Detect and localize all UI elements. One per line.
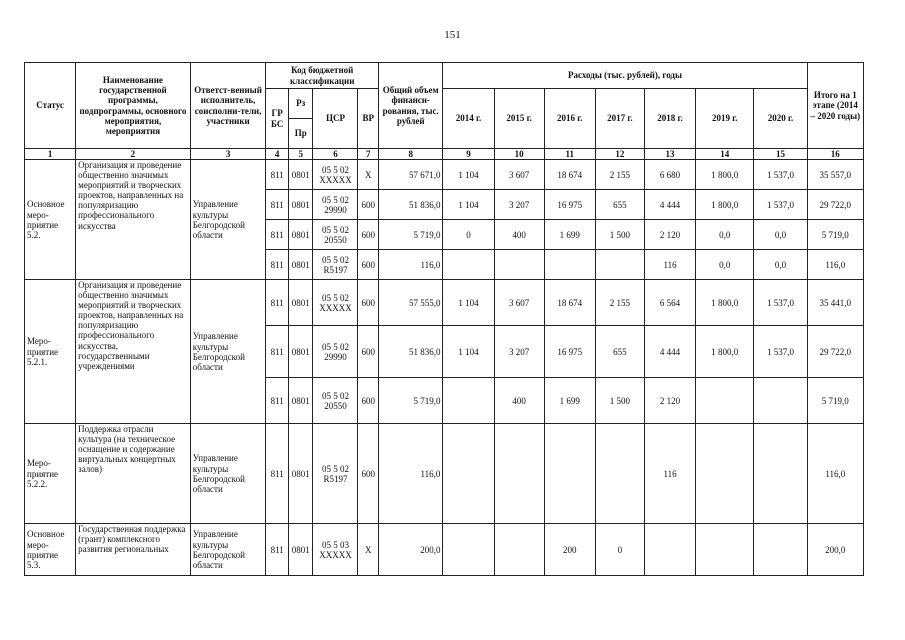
year-2015-cell: 3 607 [494,280,544,326]
grbs-cell: 811 [266,524,289,576]
csr-cell: 05 5 02 20550 [313,378,358,424]
column-number: 10 [494,149,544,160]
year-2016-cell: 18 674 [544,280,595,326]
csr-cell: 05 5 03 XXXXX [313,524,358,576]
year-2019-cell [696,524,754,576]
total-cell: 116,0 [378,250,442,280]
year-2016-cell: 1 699 [544,220,595,250]
table-row [25,160,864,190]
vr-cell: 600 [358,424,379,524]
status-cell: Меро-приятие 5.2.1. [25,280,76,424]
table-body [25,160,864,576]
stage-total-cell: 35 557,0 [807,160,863,190]
year-2015-cell [494,424,544,524]
program-name-cell: Организация и проведение общественно значимых мероприятий и творческих проектов, направленных на популяризацию профессионального искусства [76,160,191,280]
header-executor: Ответст-венный исполнитель, соисполни-тели, участники [190,63,266,149]
year-2014-cell [443,524,494,576]
year-2014-cell [443,424,494,524]
header-budget-code: Код бюджетной классификации [266,63,379,89]
total-cell: 5 719,0 [378,378,442,424]
program-name-cell: Поддержка отрасли культура (на техническое оснащение и содержание виртуальных концертных залов) [76,424,191,524]
year-2019-cell [696,378,754,424]
year-2020-cell [754,524,807,576]
total-cell: 51 836,0 [378,326,442,378]
column-number: 9 [443,149,494,160]
stage-total-cell: 5 719,0 [807,220,863,250]
year-2014-cell: 1 104 [443,160,494,190]
vr-cell: 600 [358,220,379,250]
header-year-2019: 2019 г. [696,89,754,149]
total-cell: 57 671,0 [378,160,442,190]
status-cell: Основное меро-приятие 5.2. [25,160,76,280]
rzpr-cell: 0801 [288,280,313,326]
year-2014-cell: 0 [443,220,494,250]
vr-cell: 600 [358,190,379,220]
year-2018-cell: 6 564 [644,280,695,326]
year-2018-cell [644,524,695,576]
grbs-cell: 811 [266,220,289,250]
vr-cell: X [358,524,379,576]
header-csr: ЦСР [313,89,358,149]
table-header [25,63,864,160]
total-cell: 51 836,0 [378,190,442,220]
total-cell: 200,0 [378,524,442,576]
grbs-cell: 811 [266,250,289,280]
grbs-cell: 811 [266,190,289,220]
stage-total-cell: 35 441,0 [807,280,863,326]
program-name-cell: Организация и проведение общественно значимых мероприятий и творческих проектов, направленных на популяризацию профессионального искусства, государственными учреждениями [76,280,191,424]
header-year-2015: 2015 г. [494,89,544,149]
column-number: 4 [266,149,289,160]
grbs-cell: 811 [266,280,289,326]
column-number: 11 [544,149,595,160]
executor-cell: Управление культуры Белгородской области [190,160,266,280]
column-number: 12 [595,149,644,160]
year-2019-cell: 1 800,0 [696,280,754,326]
vr-cell: 600 [358,280,379,326]
header-year-2020: 2020 г. [754,89,807,149]
rzpr-cell: 0801 [288,190,313,220]
header-total: Общий объем финанси-рования, тыс. рублей [378,63,442,149]
csr-cell: 05 5 02 XXXXX [313,160,358,190]
vr-cell: 600 [358,250,379,280]
year-2015-cell: 3 207 [494,190,544,220]
year-2015-cell [494,524,544,576]
header-year-2014: 2014 г. [443,89,494,149]
stage-total-cell: 116,0 [807,424,863,524]
year-2020-cell: 1 537,0 [754,326,807,378]
header-year-2017: 2017 г. [595,89,644,149]
year-2017-cell [595,250,644,280]
year-2018-cell: 4 444 [644,326,695,378]
year-2016-cell: 1 699 [544,378,595,424]
column-number: 16 [807,149,863,160]
budget-table [24,62,864,576]
csr-cell: 05 5 02 20550 [313,220,358,250]
year-2020-cell: 1 537,0 [754,190,807,220]
year-2016-cell [544,424,595,524]
year-2017-cell: 0 [595,524,644,576]
total-cell: 5 719,0 [378,220,442,250]
rzpr-cell: 0801 [288,326,313,378]
column-number: 3 [190,149,266,160]
column-number: 7 [358,149,379,160]
csr-cell: 05 5 02 29990 [313,326,358,378]
header-pr: Пр [288,119,313,149]
year-2018-cell: 2 120 [644,378,695,424]
rzpr-cell: 0801 [288,160,313,190]
csr-cell: 05 5 02 R5197 [313,424,358,524]
year-2020-cell: 0,0 [754,220,807,250]
year-2015-cell: 400 [494,378,544,424]
header-expenses: Расходы (тыс. рублей), годы [443,63,807,89]
year-2015-cell: 400 [494,220,544,250]
year-2020-cell: 1 537,0 [754,280,807,326]
year-2019-cell [696,424,754,524]
year-2020-cell [754,378,807,424]
year-2017-cell: 2 155 [595,160,644,190]
page-number: 151 [444,29,461,41]
header-rz: Рз [288,89,313,119]
table-row [25,424,864,524]
column-number: 2 [76,149,191,160]
table-row [25,280,864,326]
year-2016-cell: 18 674 [544,160,595,190]
rzpr-cell: 0801 [288,424,313,524]
year-2020-cell: 0,0 [754,250,807,280]
year-2014-cell: 1 104 [443,280,494,326]
year-2018-cell: 116 [644,424,695,524]
executor-cell: Управление культуры Белгородской области [190,280,266,424]
year-2019-cell: 1 800,0 [696,160,754,190]
column-number: 14 [696,149,754,160]
grbs-cell: 811 [266,326,289,378]
vr-cell: 600 [358,326,379,378]
column-number: 15 [754,149,807,160]
year-2018-cell: 2 120 [644,220,695,250]
column-number: 5 [288,149,313,160]
year-2014-cell: 1 104 [443,190,494,220]
header-year-2018: 2018 г. [644,89,695,149]
year-2015-cell [494,250,544,280]
total-cell: 116,0 [378,424,442,524]
table-row [25,524,864,576]
year-2019-cell: 0,0 [696,220,754,250]
rzpr-cell: 0801 [288,250,313,280]
total-cell: 57 555,0 [378,280,442,326]
year-2016-cell: 16 975 [544,190,595,220]
status-cell: Меро-приятие 5.2.2. [25,424,76,524]
grbs-cell: 811 [266,378,289,424]
year-2016-cell: 200 [544,524,595,576]
year-2017-cell [595,424,644,524]
year-2019-cell: 0,0 [696,250,754,280]
column-number: 13 [644,149,695,160]
year-2015-cell: 3 607 [494,160,544,190]
header-vr: ВР [358,89,379,149]
vr-cell: 600 [358,378,379,424]
year-2016-cell: 16 975 [544,326,595,378]
vr-cell: X [358,160,379,190]
column-number: 8 [378,149,442,160]
header-stage-total: Итого на 1 этапе (2014 – 2020 годы) [807,63,863,149]
year-2019-cell: 1 800,0 [696,326,754,378]
rzpr-cell: 0801 [288,524,313,576]
program-name-cell: Государственная поддержка (грант) комплексного развития региональных [76,524,191,576]
year-2018-cell: 116 [644,250,695,280]
year-2014-cell: 1 104 [443,326,494,378]
year-2020-cell [754,424,807,524]
year-2014-cell [443,378,494,424]
header-year-2016: 2016 г. [544,89,595,149]
year-2017-cell: 1 500 [595,220,644,250]
column-number: 6 [313,149,358,160]
year-2016-cell [544,250,595,280]
rzpr-cell: 0801 [288,378,313,424]
csr-cell: 05 5 02 29990 [313,190,358,220]
year-2017-cell: 655 [595,326,644,378]
year-2017-cell: 2 155 [595,280,644,326]
csr-cell: 05 5 02 XXXXX [313,280,358,326]
status-cell: Основное меро-приятие 5.3. [25,524,76,576]
column-number-row [25,149,864,160]
csr-cell: 05 5 02 R5197 [313,250,358,280]
grbs-cell: 811 [266,160,289,190]
header-status: Статус [25,63,76,149]
executor-cell: Управление культуры Белгородской области [190,424,266,524]
header-program-name: Наименование государственной программы, подпрограммы, основного мероприятия, мероприятия [76,63,191,149]
executor-cell: Управление культуры Белгородской области [190,524,266,576]
year-2019-cell: 1 800,0 [696,190,754,220]
stage-total-cell: 116,0 [807,250,863,280]
grbs-cell: 811 [266,424,289,524]
column-number: 1 [25,149,76,160]
stage-total-cell: 5 719,0 [807,378,863,424]
year-2018-cell: 6 680 [644,160,695,190]
stage-total-cell: 29 722,0 [807,190,863,220]
rzpr-cell: 0801 [288,220,313,250]
year-2018-cell: 4 444 [644,190,695,220]
year-2017-cell: 1 500 [595,378,644,424]
year-2014-cell [443,250,494,280]
year-2017-cell: 655 [595,190,644,220]
stage-total-cell: 200,0 [807,524,863,576]
header-grbs: ГР БС [266,89,289,149]
year-2015-cell: 3 207 [494,326,544,378]
stage-total-cell: 29 722,0 [807,326,863,378]
year-2020-cell: 1 537,0 [754,160,807,190]
